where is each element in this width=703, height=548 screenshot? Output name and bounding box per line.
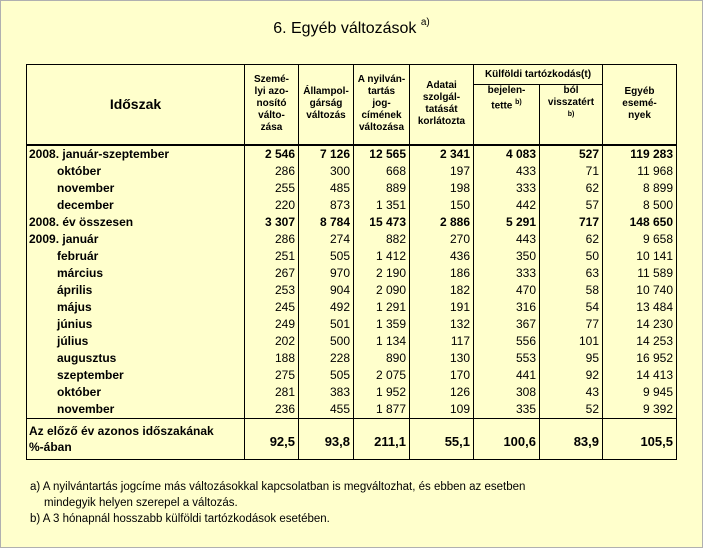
row-value: 527 bbox=[540, 145, 603, 163]
row-value: 2 886 bbox=[410, 214, 474, 231]
row-period: december bbox=[27, 197, 245, 214]
table-row bbox=[27, 265, 677, 282]
row-value: 383 bbox=[299, 384, 354, 401]
row-period: július bbox=[27, 333, 245, 350]
row-value: 443 bbox=[474, 231, 540, 248]
header-personal-id: Szemé- lyi azo- nosító válto- zása bbox=[245, 65, 299, 145]
row-value: 119 283 bbox=[603, 145, 677, 163]
row-value: 442 bbox=[474, 197, 540, 214]
row-value: 202 bbox=[245, 333, 299, 350]
table-row bbox=[27, 367, 677, 384]
row-value: 873 bbox=[299, 197, 354, 214]
row-value: 109 bbox=[410, 401, 474, 419]
table-row bbox=[27, 231, 677, 248]
row-value: 1 134 bbox=[354, 333, 410, 350]
row-value: 889 bbox=[354, 180, 410, 197]
row-value: 191 bbox=[410, 299, 474, 316]
row-value: 1 359 bbox=[354, 316, 410, 333]
table-row bbox=[27, 197, 677, 214]
row-value: 170 bbox=[410, 367, 474, 384]
footnotes bbox=[30, 479, 525, 527]
row-period: 2009. január bbox=[27, 231, 245, 248]
row-value: 236 bbox=[245, 401, 299, 419]
summary-value: 83,9 bbox=[540, 418, 603, 459]
row-value: 126 bbox=[410, 384, 474, 401]
title-text: 6. Egyéb változások bbox=[273, 20, 417, 37]
row-period: november bbox=[27, 180, 245, 197]
row-value: 130 bbox=[410, 350, 474, 367]
header-foreign-returned: ból visszatért $^{b)}$ bbox=[540, 85, 603, 145]
row-value: 436 bbox=[410, 248, 474, 265]
row-value: 132 bbox=[410, 316, 474, 333]
row-value: 556 bbox=[474, 333, 540, 350]
row-value: 1 877 bbox=[354, 401, 410, 419]
row-value: 501 bbox=[299, 316, 354, 333]
row-value: 286 bbox=[245, 163, 299, 180]
row-value: 455 bbox=[299, 401, 354, 419]
row-value: 4 083 bbox=[474, 145, 540, 163]
summary-value: 92,5 bbox=[245, 418, 299, 459]
row-period: május bbox=[27, 299, 245, 316]
row-value: 57 bbox=[540, 197, 603, 214]
row-period: február bbox=[27, 248, 245, 265]
row-period: október bbox=[27, 384, 245, 401]
summary-row bbox=[27, 418, 677, 459]
row-value: 62 bbox=[540, 231, 603, 248]
row-value: 350 bbox=[474, 248, 540, 265]
row-value: 16 952 bbox=[603, 350, 677, 367]
row-period: augusztus bbox=[27, 350, 245, 367]
row-value: 62 bbox=[540, 180, 603, 197]
row-value: 14 230 bbox=[603, 316, 677, 333]
row-period: április bbox=[27, 282, 245, 299]
row-period: 2008. január-szeptember bbox=[27, 145, 245, 163]
row-value: 882 bbox=[354, 231, 410, 248]
row-period: november bbox=[27, 401, 245, 419]
row-value: 71 bbox=[540, 163, 603, 180]
row-value: 255 bbox=[245, 180, 299, 197]
summary-value: 211,1 bbox=[354, 418, 410, 459]
table-row bbox=[27, 384, 677, 401]
row-value: 245 bbox=[245, 299, 299, 316]
footnote-a: a) A nyilvántartás jogcíme más változásokkal kapcsolatban is megváltozhat, és ebben az esetben bbox=[30, 481, 526, 493]
row-value: 249 bbox=[245, 316, 299, 333]
row-value: 5 291 bbox=[474, 214, 540, 231]
row-value: 441 bbox=[474, 367, 540, 384]
row-value: 77 bbox=[540, 316, 603, 333]
table-row bbox=[27, 248, 677, 265]
row-value: 281 bbox=[245, 384, 299, 401]
table-row bbox=[27, 163, 677, 180]
row-value: 251 bbox=[245, 248, 299, 265]
row-value: 286 bbox=[245, 231, 299, 248]
table-row bbox=[27, 282, 677, 299]
row-value: 198 bbox=[410, 180, 474, 197]
header-citizenship: Állampol- gárság változás bbox=[299, 65, 354, 145]
row-value: 275 bbox=[245, 367, 299, 384]
row-value: 668 bbox=[354, 163, 410, 180]
title-footnote-ref: a) bbox=[420, 17, 430, 28]
row-value: 904 bbox=[299, 282, 354, 299]
summary-period: Az előző év azonos időszakának %-ában bbox=[27, 418, 245, 459]
row-value: 14 253 bbox=[603, 333, 677, 350]
footnote-b: b) A 3 hónapnál hosszabb külföldi tartózkodások esetében. bbox=[30, 513, 330, 525]
row-value: 14 413 bbox=[603, 367, 677, 384]
row-value: 1 952 bbox=[354, 384, 410, 401]
row-value: 308 bbox=[474, 384, 540, 401]
row-period: június bbox=[27, 316, 245, 333]
row-value: 101 bbox=[540, 333, 603, 350]
row-value: 95 bbox=[540, 350, 603, 367]
row-value: 220 bbox=[245, 197, 299, 214]
table-row bbox=[27, 299, 677, 316]
row-value: 505 bbox=[299, 248, 354, 265]
row-value: 500 bbox=[299, 333, 354, 350]
row-value: 300 bbox=[299, 163, 354, 180]
row-value: 2 090 bbox=[354, 282, 410, 299]
row-value: 9 658 bbox=[603, 231, 677, 248]
row-value: 13 484 bbox=[603, 299, 677, 316]
table-row bbox=[27, 333, 677, 350]
table-row bbox=[27, 350, 677, 367]
row-value: 505 bbox=[299, 367, 354, 384]
row-value: 333 bbox=[474, 265, 540, 282]
row-value: 63 bbox=[540, 265, 603, 282]
row-value: 267 bbox=[245, 265, 299, 282]
row-value: 2 190 bbox=[354, 265, 410, 282]
row-value: 485 bbox=[299, 180, 354, 197]
summary-value: 100,6 bbox=[474, 418, 540, 459]
data-table bbox=[26, 64, 677, 460]
row-value: 8 784 bbox=[299, 214, 354, 231]
summary-value: 55,1 bbox=[410, 418, 474, 459]
row-value: 2 546 bbox=[245, 145, 299, 163]
table-row bbox=[27, 214, 677, 231]
row-value: 1 412 bbox=[354, 248, 410, 265]
summary-value: 93,8 bbox=[299, 418, 354, 459]
row-value: 10 141 bbox=[603, 248, 677, 265]
row-period: március bbox=[27, 265, 245, 282]
header-other-events: Egyéb esemé- nyek bbox=[603, 65, 677, 145]
row-value: 186 bbox=[410, 265, 474, 282]
row-value: 270 bbox=[410, 231, 474, 248]
row-value: 117 bbox=[410, 333, 474, 350]
row-value: 253 bbox=[245, 282, 299, 299]
row-value: 182 bbox=[410, 282, 474, 299]
table-row bbox=[27, 316, 677, 333]
row-value: 7 126 bbox=[299, 145, 354, 163]
row-value: 433 bbox=[474, 163, 540, 180]
table-row bbox=[27, 401, 677, 419]
row-period: október bbox=[27, 163, 245, 180]
header-data-restriction: Adatai szolgál- tatását korlátozta bbox=[410, 65, 474, 145]
header-foreign-reported: bejelen- tette $^{b)}$ bbox=[474, 85, 540, 145]
row-value: 367 bbox=[474, 316, 540, 333]
row-value: 335 bbox=[474, 401, 540, 419]
header-period: Időszak bbox=[27, 65, 245, 145]
row-value: 11 968 bbox=[603, 163, 677, 180]
row-value: 92 bbox=[540, 367, 603, 384]
row-value: 50 bbox=[540, 248, 603, 265]
row-value: 553 bbox=[474, 350, 540, 367]
row-value: 148 650 bbox=[603, 214, 677, 231]
row-value: 43 bbox=[540, 384, 603, 401]
row-value: 58 bbox=[540, 282, 603, 299]
row-value: 316 bbox=[474, 299, 540, 316]
row-value: 1 351 bbox=[354, 197, 410, 214]
header-foreign-stay-group: Külföldi tartózkodás(t) bbox=[474, 65, 603, 85]
row-value: 54 bbox=[540, 299, 603, 316]
summary-value: 105,5 bbox=[603, 418, 677, 459]
row-value: 15 473 bbox=[354, 214, 410, 231]
row-value: 188 bbox=[245, 350, 299, 367]
row-value: 890 bbox=[354, 350, 410, 367]
header-registration-title: A nyilván- tartás jog- címének változása bbox=[354, 65, 410, 145]
row-value: 970 bbox=[299, 265, 354, 282]
row-value: 3 307 bbox=[245, 214, 299, 231]
row-value: 8 500 bbox=[603, 197, 677, 214]
row-value: 2 075 bbox=[354, 367, 410, 384]
row-value: 11 589 bbox=[603, 265, 677, 282]
row-value: 9 945 bbox=[603, 384, 677, 401]
row-value: 52 bbox=[540, 401, 603, 419]
row-value: 197 bbox=[410, 163, 474, 180]
table-row bbox=[27, 180, 677, 197]
row-value: 12 565 bbox=[354, 145, 410, 163]
row-value: 274 bbox=[299, 231, 354, 248]
row-value: 2 341 bbox=[410, 145, 474, 163]
row-value: 333 bbox=[474, 180, 540, 197]
row-value: 1 291 bbox=[354, 299, 410, 316]
row-value: 10 740 bbox=[603, 282, 677, 299]
row-value: 717 bbox=[540, 214, 603, 231]
table-body bbox=[27, 145, 677, 460]
row-value: 228 bbox=[299, 350, 354, 367]
row-value: 150 bbox=[410, 197, 474, 214]
row-period: szeptember bbox=[27, 367, 245, 384]
row-period: 2008. év összesen bbox=[27, 214, 245, 231]
page-title bbox=[0, 17, 703, 38]
row-value: 492 bbox=[299, 299, 354, 316]
row-value: 9 392 bbox=[603, 401, 677, 419]
table-row bbox=[27, 145, 677, 163]
row-value: 470 bbox=[474, 282, 540, 299]
footnote-a-cont: mindegyik helyen szerepel a változás. bbox=[44, 497, 238, 509]
row-value: 8 899 bbox=[603, 180, 677, 197]
